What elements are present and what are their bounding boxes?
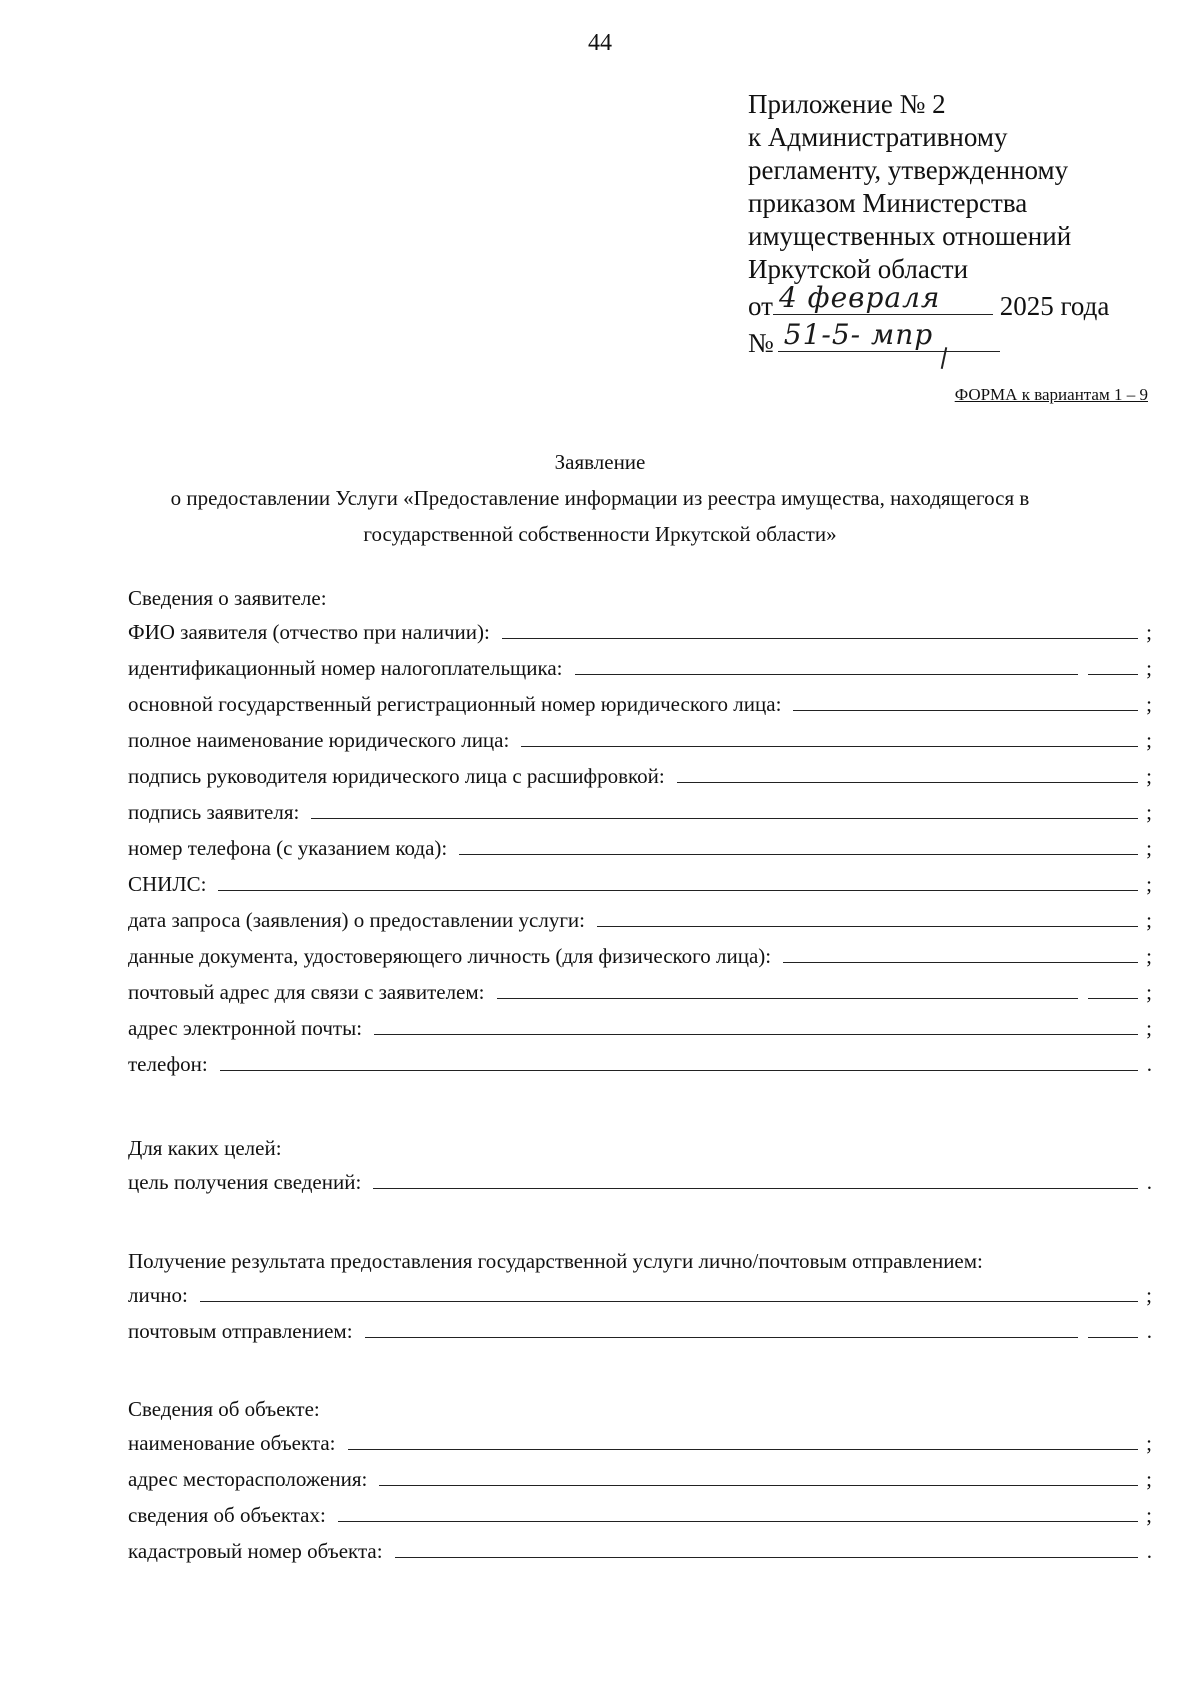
appendix-line: к Административному <box>748 122 1008 152</box>
field-label: почтовым отправлением: <box>128 1319 353 1343</box>
field-row <box>128 832 1152 868</box>
fill-in-line[interactable] <box>220 1048 1138 1071</box>
fill-in-line[interactable] <box>502 616 1138 639</box>
fill-in-line[interactable] <box>521 724 1138 747</box>
field-end: ; <box>1146 944 1152 968</box>
appendix-line: Приложение № 2 <box>748 89 946 119</box>
field-row <box>128 1499 1152 1535</box>
delivery-section <box>128 1243 1152 1351</box>
field-label: телефон: <box>128 1052 208 1076</box>
fill-in-line-extra[interactable] <box>1088 652 1138 675</box>
appendix-block <box>748 88 1148 360</box>
date-prefix: от <box>748 291 773 321</box>
field-end: ; <box>1146 1503 1152 1527</box>
fill-in-line[interactable] <box>379 1463 1138 1486</box>
fill-in-line[interactable] <box>365 1315 1078 1338</box>
fill-in-line[interactable] <box>677 760 1138 783</box>
fill-in-line[interactable] <box>395 1535 1138 1558</box>
fill-in-line[interactable] <box>374 1012 1138 1035</box>
applicant-section <box>128 580 1152 1084</box>
field-end: ; <box>1146 1283 1152 1307</box>
fill-in-line[interactable] <box>783 940 1138 963</box>
appendix-line: приказом Министерства <box>748 188 1028 218</box>
field-label: дата запроса (заявления) о предоставлении услуги: <box>128 908 586 932</box>
number-blank <box>778 318 1000 352</box>
field-row <box>128 724 1152 760</box>
field-end: . <box>1146 1170 1152 1194</box>
title-line-2: о предоставлении Услуги «Предоставление информации из реестра имущества, находящегося в <box>170 486 1030 510</box>
fill-in-line[interactable] <box>597 904 1138 927</box>
fill-in-line[interactable] <box>311 796 1138 819</box>
fill-in-line[interactable] <box>373 1166 1138 1189</box>
purpose-heading: Для каких целей: <box>128 1136 282 1160</box>
field-label: лично: <box>128 1283 188 1307</box>
field-end: ; <box>1146 764 1152 788</box>
field-row <box>128 1048 1152 1084</box>
fill-in-line[interactable] <box>459 832 1138 855</box>
field-label: сведения об объектах: <box>128 1503 326 1527</box>
field-row <box>128 1012 1152 1048</box>
field-label: наименование объекта: <box>128 1431 336 1455</box>
title-line-3: государственной собственности Иркутской области» <box>363 522 837 546</box>
field-end: ; <box>1146 980 1152 1004</box>
field-row <box>128 1279 1152 1315</box>
field-end: ; <box>1146 728 1152 752</box>
field-row <box>128 796 1152 832</box>
fill-in-line[interactable] <box>348 1427 1138 1450</box>
field-end: . <box>1146 1052 1152 1076</box>
field-end: ; <box>1146 1467 1152 1491</box>
field-end: . <box>1146 1319 1152 1343</box>
appendix-line: Иркутской области <box>748 254 969 284</box>
field-label: подпись руководителя юридического лица с расшифровкой: <box>128 764 665 788</box>
handwritten-number: 51-5- мпр <box>783 318 934 351</box>
appendix-number-line <box>748 318 1148 360</box>
field-row <box>128 1427 1152 1463</box>
purpose-section <box>128 1130 1152 1202</box>
field-row <box>128 1535 1152 1571</box>
date-blank <box>773 281 993 315</box>
appendix-line: имущественных отношений <box>748 221 1072 251</box>
field-row <box>128 1315 1152 1351</box>
object-section <box>128 1391 1152 1571</box>
field-row <box>128 688 1152 724</box>
fill-in-line-extra[interactable] <box>1088 1315 1138 1338</box>
field-label: данные документа, удостоверяющего личность (для физического лица): <box>128 944 772 968</box>
field-row <box>128 616 1152 652</box>
field-row <box>128 1463 1152 1499</box>
field-label: СНИЛС: <box>128 872 207 896</box>
field-row <box>128 904 1152 940</box>
field-row <box>128 976 1152 1012</box>
field-label: почтовый адрес для связи с заявителем: <box>128 980 485 1004</box>
handwritten-date: 4 февраля <box>778 281 941 314</box>
field-end: ; <box>1146 908 1152 932</box>
field-row <box>128 1166 1152 1202</box>
field-end: ; <box>1146 836 1152 860</box>
document-title <box>0 444 1200 552</box>
field-end: . <box>1146 1539 1152 1563</box>
field-label: основной государственный регистрационный номер юридического лица: <box>128 692 782 716</box>
appendix-line: регламенту, утвержденному <box>748 155 1069 185</box>
fill-in-line[interactable] <box>497 976 1079 999</box>
applicant-heading: Сведения о заявителе: <box>128 586 327 610</box>
fill-in-line[interactable] <box>338 1499 1138 1522</box>
form-label: ФОРМА к вариантам 1 – 9 <box>954 385 1148 404</box>
field-end: ; <box>1146 800 1152 824</box>
field-end: ; <box>1146 1431 1152 1455</box>
field-label: номер телефона (с указанием кода): <box>128 836 448 860</box>
fill-in-line[interactable] <box>200 1279 1138 1302</box>
title-line-1: Заявление <box>554 450 646 474</box>
handwriting-stroke <box>940 347 946 369</box>
delivery-heading: Получение результата предоставления государственной услуги лично/почтовым отправлением: <box>128 1249 983 1273</box>
fill-in-line[interactable] <box>793 688 1138 711</box>
field-label: подпись заявителя: <box>128 800 300 824</box>
number-prefix: № <box>748 328 774 358</box>
fill-in-line[interactable] <box>218 868 1138 891</box>
field-label: адрес электронной почты: <box>128 1016 363 1040</box>
field-row <box>128 652 1152 688</box>
field-label: ФИО заявителя (отчество при наличии): <box>128 620 490 644</box>
field-label: адрес месторасположения: <box>128 1467 368 1491</box>
field-end: ; <box>1146 656 1152 680</box>
field-end: ; <box>1146 620 1152 644</box>
field-end: ; <box>1146 692 1152 716</box>
fill-in-line-extra[interactable] <box>1088 976 1138 999</box>
field-end: ; <box>1146 872 1152 896</box>
page-number: 44 <box>588 30 612 56</box>
fill-in-line[interactable] <box>575 652 1078 675</box>
field-end: ; <box>1146 1016 1152 1040</box>
field-row <box>128 760 1152 796</box>
date-suffix: 2025 года <box>999 291 1110 321</box>
field-row <box>128 868 1152 904</box>
object-heading: Сведения об объекте: <box>128 1397 320 1421</box>
field-label: идентификационный номер налогоплательщика: <box>128 656 563 680</box>
field-label: полное наименование юридического лица: <box>128 728 510 752</box>
field-label: цель получения сведений: <box>128 1170 362 1194</box>
field-label: кадастровый номер объекта: <box>128 1539 383 1563</box>
field-row <box>128 940 1152 976</box>
